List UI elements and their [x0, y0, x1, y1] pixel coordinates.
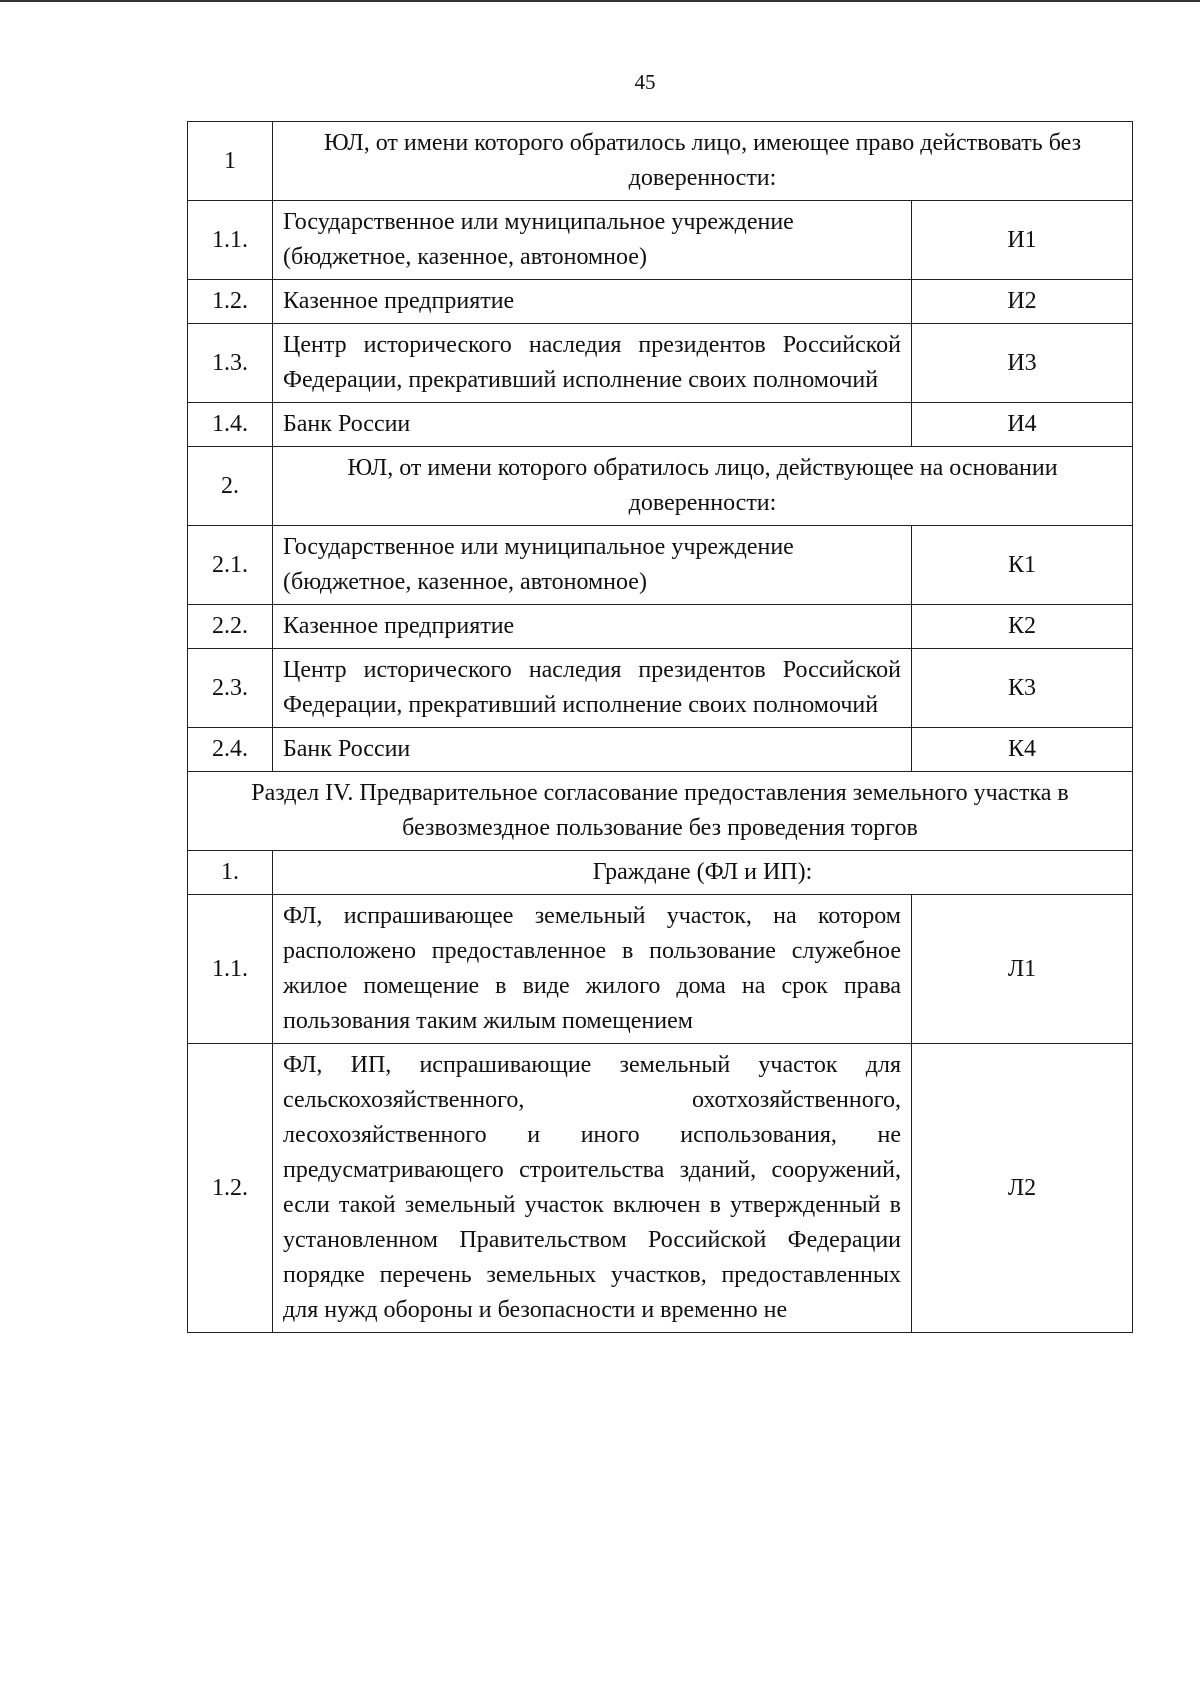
row-number: 2.1.	[188, 526, 273, 605]
row-description: Банк России	[273, 728, 912, 772]
table-row	[188, 728, 1133, 772]
group-header-row	[188, 122, 1133, 201]
row-description: Казенное предприятие	[273, 280, 912, 324]
row-number: 1.2.	[188, 1044, 273, 1333]
row-number: 2.	[188, 447, 273, 526]
group-header-row	[188, 851, 1133, 895]
row-number: 1.1.	[188, 201, 273, 280]
row-description: Центр исторического наследия президентов Российской Федерации, прекративший исполнение своих полномочий	[273, 649, 912, 728]
row-number: 1.2.	[188, 280, 273, 324]
table-row	[188, 605, 1133, 649]
row-description: Казенное предприятие	[273, 605, 912, 649]
group-header-row	[188, 447, 1133, 526]
table-row	[188, 1044, 1133, 1333]
row-code: И1	[912, 201, 1133, 280]
row-number: 1.	[188, 851, 273, 895]
document-table	[187, 121, 1133, 1333]
table-row	[188, 526, 1133, 605]
table-row	[188, 201, 1133, 280]
row-description: ФЛ, испрашивающее земельный участок, на котором расположено предоставленное в пользование служебное жилое помещение в виде жилого дома на срок права пользования таким жилым помещением	[273, 895, 912, 1044]
row-code: Л1	[912, 895, 1133, 1044]
row-number: 1.1.	[188, 895, 273, 1044]
section-title: Раздел IV. Предварительное согласование предоставления земельного участка в безвозмездное пользование без проведения торгов	[188, 772, 1133, 851]
row-code: И3	[912, 324, 1133, 403]
table-row	[188, 280, 1133, 324]
table-row	[188, 403, 1133, 447]
row-number: 2.2.	[188, 605, 273, 649]
row-description: Банк России	[273, 403, 912, 447]
row-code: Л2	[912, 1044, 1133, 1333]
row-number: 2.3.	[188, 649, 273, 728]
table-row	[188, 895, 1133, 1044]
scan-edge-line	[0, 0, 1200, 2]
page-number: 45	[634, 70, 656, 94]
row-number: 1.4.	[188, 403, 273, 447]
row-description: Государственное или муниципальное учреждение (бюджетное, казенное, автономное)	[273, 526, 912, 605]
row-code: И4	[912, 403, 1133, 447]
row-code: И2	[912, 280, 1133, 324]
table-row	[188, 649, 1133, 728]
row-number: 1.3.	[188, 324, 273, 403]
row-description: Центр исторического наследия президентов Российской Федерации, прекративший исполнение своих полномочий	[273, 324, 912, 403]
table-row	[188, 324, 1133, 403]
group-header-text: Граждане (ФЛ и ИП):	[273, 851, 1133, 895]
group-header-text: ЮЛ, от имени которого обратилось лицо, действующее на основании доверенности:	[273, 447, 1133, 526]
row-code: К1	[912, 526, 1133, 605]
group-header-text: ЮЛ, от имени которого обратилось лицо, имеющее право действовать без доверенности:	[273, 122, 1133, 201]
row-number: 2.4.	[188, 728, 273, 772]
row-code: К2	[912, 605, 1133, 649]
table-body	[188, 122, 1133, 1333]
row-code: К4	[912, 728, 1133, 772]
row-description: ФЛ, ИП, испрашивающие земельный участок для сельскохозяйственного, охотхозяйственного, лесохозяйственного и иного использования, не предусматривающего строительства зданий, сооружений, если такой земельный участок включен в утвержденный в установленном Правительством Российской Федерации порядке перечень земельных участков, предоставленных для нужд обороны и безопасности и временно не	[273, 1044, 912, 1333]
row-number: 1	[188, 122, 273, 201]
row-code: К3	[912, 649, 1133, 728]
section-row	[188, 772, 1133, 851]
row-description: Государственное или муниципальное учреждение (бюджетное, казенное, автономное)	[273, 201, 912, 280]
